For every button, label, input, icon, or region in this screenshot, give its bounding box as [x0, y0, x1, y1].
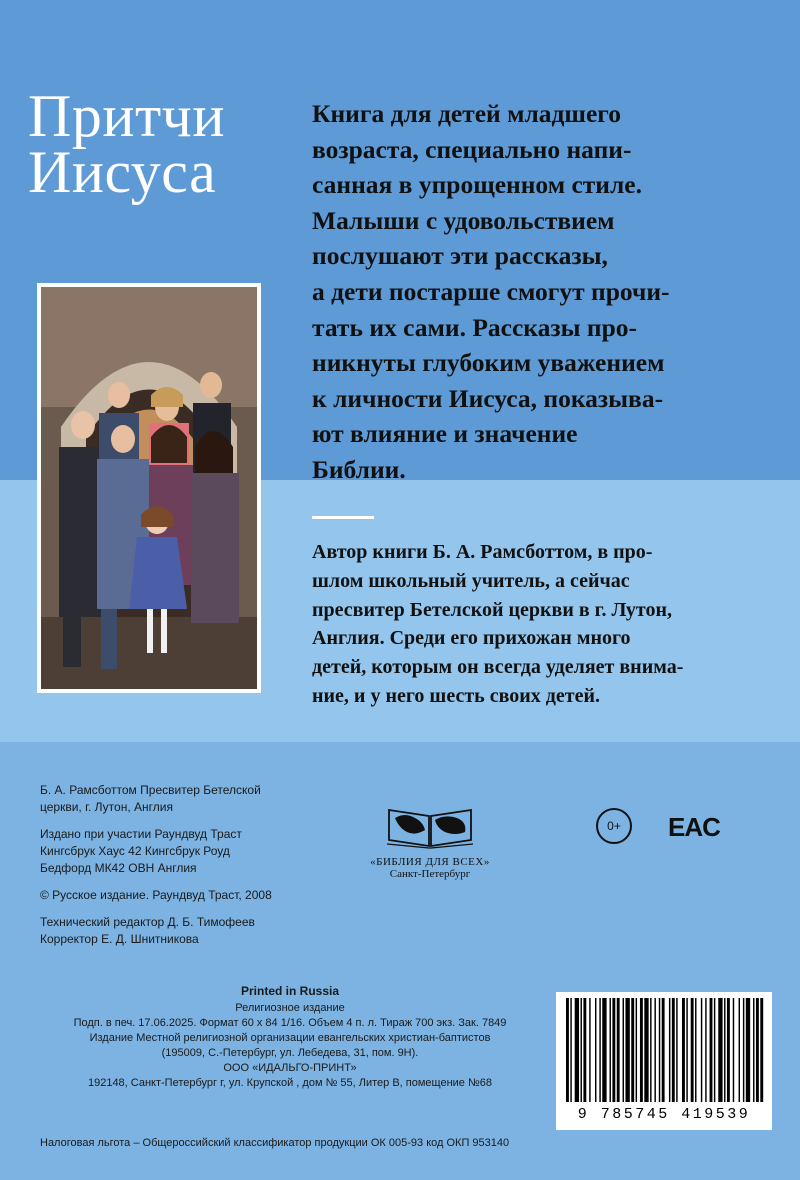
barcode-bar: [676, 998, 677, 1102]
barcode-bar: [760, 998, 763, 1102]
barcode-bar: [566, 998, 569, 1102]
author-bio-line: Автор книги Б. А. Рамсботтом, в про-: [312, 541, 653, 563]
barcode-bar: [640, 998, 643, 1102]
barcode-bar: [654, 998, 655, 1102]
description-line: Книга для детей младшего: [312, 99, 621, 128]
imprint-line: Издано при участии Раундвуд Траст: [40, 827, 242, 841]
barcode-bar: [686, 998, 687, 1102]
barcode-bar: [575, 998, 579, 1102]
imprint-line: Кингсбрук Хаус 42 Кингсбрук Роуд: [40, 844, 230, 858]
description-line: никнуты глубоким уважением: [312, 348, 665, 378]
author-bio-line: Англия. Среди его прихожан много: [312, 627, 631, 650]
description-line: ют влияние и значение: [312, 419, 578, 449]
barcode-bar: [570, 998, 571, 1102]
barcode-bar: [682, 998, 685, 1102]
barcode-bar: [610, 998, 611, 1102]
barcode-bar: [724, 998, 725, 1102]
author-bio-line: детей, которым он всегда уделяет внима-: [312, 656, 684, 679]
title-line: Притчи: [28, 83, 225, 149]
book-description: [312, 96, 782, 488]
title-line: Иисуса: [28, 139, 217, 205]
barcode-bar: [599, 998, 600, 1102]
barcode-bar: [714, 998, 715, 1102]
imprint-line: Бедфорд МК42 OBH Англия: [40, 861, 197, 875]
imprint-line: Технический редактор Д. Б. Тимофеев: [40, 915, 255, 929]
description-line: Малыши с удовольствием: [312, 205, 615, 235]
print-details: [40, 984, 540, 1091]
barcode-bar: [625, 998, 629, 1102]
author-bio: [312, 538, 792, 711]
barcode-bar: [659, 998, 660, 1102]
print-line: (195009, С.-Петербург, ул. Лебедева, 31, пом. 9Н).: [161, 1047, 419, 1059]
barcode-bar: [631, 998, 634, 1102]
description-line: санная в упрощенном стиле.: [312, 170, 642, 200]
section-divider: [312, 516, 374, 519]
imprint-block: [40, 782, 272, 958]
print-line: ООО «ИДАЛЬГО-ПРИНТ»: [223, 1062, 357, 1074]
author-bio-line: шлом школьный учитель, а сейчас: [312, 569, 630, 592]
family-photo-image: [41, 287, 257, 689]
imprint-line: © Русское издание. Раундвуд Траст, 2008: [40, 888, 272, 902]
isbn-barcode: [556, 992, 772, 1130]
description-line: послушают эти рассказы,: [312, 241, 608, 271]
imprint-copyright: [40, 887, 272, 904]
barcode-bar: [617, 998, 620, 1102]
barcode-bar: [602, 998, 606, 1102]
imprint-line: церкви, г. Лутон, Англия: [40, 800, 173, 814]
description-line: тать их сами. Рассказы про-: [312, 312, 637, 342]
print-line: 192148, Санкт-Петербург г, ул. Крупской , дом № 55, Литер В, помещение №68: [87, 1077, 493, 1089]
barcode-bar: [753, 998, 754, 1102]
barcode-bar: [743, 998, 744, 1102]
author-bio-line: пресвитер Бетелской церкви в г. Лутон,: [312, 598, 672, 621]
barcode-bar: [695, 998, 696, 1102]
tax-note: Налоговая льгота – Общероссийский классификатор продукции ОК 005-93 код ОКП 953140: [40, 1137, 510, 1149]
imprint-editors: [40, 914, 272, 948]
barcode-bar: [595, 998, 596, 1102]
author-family-photo: [37, 283, 261, 693]
barcode-bar: [727, 998, 730, 1102]
barcode-bar: [718, 998, 722, 1102]
barcode-bar: [691, 998, 694, 1102]
barcode-bar: [739, 998, 740, 1102]
book-title: [28, 83, 225, 205]
description-line: к личности Иисуса, показыва-: [312, 383, 664, 413]
open-book-globe-icon: [385, 800, 475, 850]
publisher-name: «БИБЛИЯ ДЛЯ ВСЕХ»: [370, 856, 490, 868]
barcode-bar: [581, 998, 582, 1102]
barcode-bar: [612, 998, 615, 1102]
imprint-line: Корректор Е. Д. Шнитникова: [40, 932, 199, 946]
barcode-bar: [623, 998, 624, 1102]
barcode-bar: [746, 998, 750, 1102]
author-bio-line: ние, и у него шесть своих детей.: [312, 684, 600, 707]
barcode-bar: [644, 998, 648, 1102]
eac-mark: EAC: [668, 812, 720, 842]
isbn-number: 9 785745 419539: [577, 1106, 751, 1123]
imprint-published-with: [40, 826, 272, 877]
print-line: Подп. в печ. 17.06.2025. Формат 60 х 84 1/16. Объем 4 п. л. Тираж 700 экз. Зак. 7849: [73, 1017, 507, 1029]
barcode-bar: [672, 998, 675, 1102]
print-line: Религиозное издание: [235, 1002, 345, 1014]
barcode-bar: [705, 998, 706, 1102]
barcode-bar: [583, 998, 586, 1102]
barcode-bar: [662, 998, 665, 1102]
publisher-logo: [335, 800, 525, 880]
imprint-author-info: [40, 782, 272, 816]
description-line: Библии.: [312, 454, 406, 484]
barcode-bar: [650, 998, 651, 1102]
barcode-bars: [556, 992, 772, 1104]
barcode-bar: [733, 998, 734, 1102]
barcode-bar: [710, 998, 713, 1102]
imprint-line: Б. А. Рамсботтом Пресвитер Бетелской: [40, 783, 261, 797]
barcode-bar: [756, 998, 759, 1102]
barcode-bar: [669, 998, 670, 1102]
description-line: возраста, специально напи-: [312, 134, 632, 164]
publisher-city: Санкт-Петербург: [389, 868, 471, 880]
description-line: а дети постарше смогут прочи-: [312, 276, 670, 306]
printed-in: Printed in Russia: [240, 984, 340, 998]
print-line: Издание Местной религиозной организации евангельских христиан-баптистов: [89, 1032, 491, 1044]
barcode-bar: [701, 998, 702, 1102]
barcode-bar: [589, 998, 590, 1102]
age-rating-badge: 0+: [596, 808, 632, 844]
barcode-bar: [636, 998, 637, 1102]
